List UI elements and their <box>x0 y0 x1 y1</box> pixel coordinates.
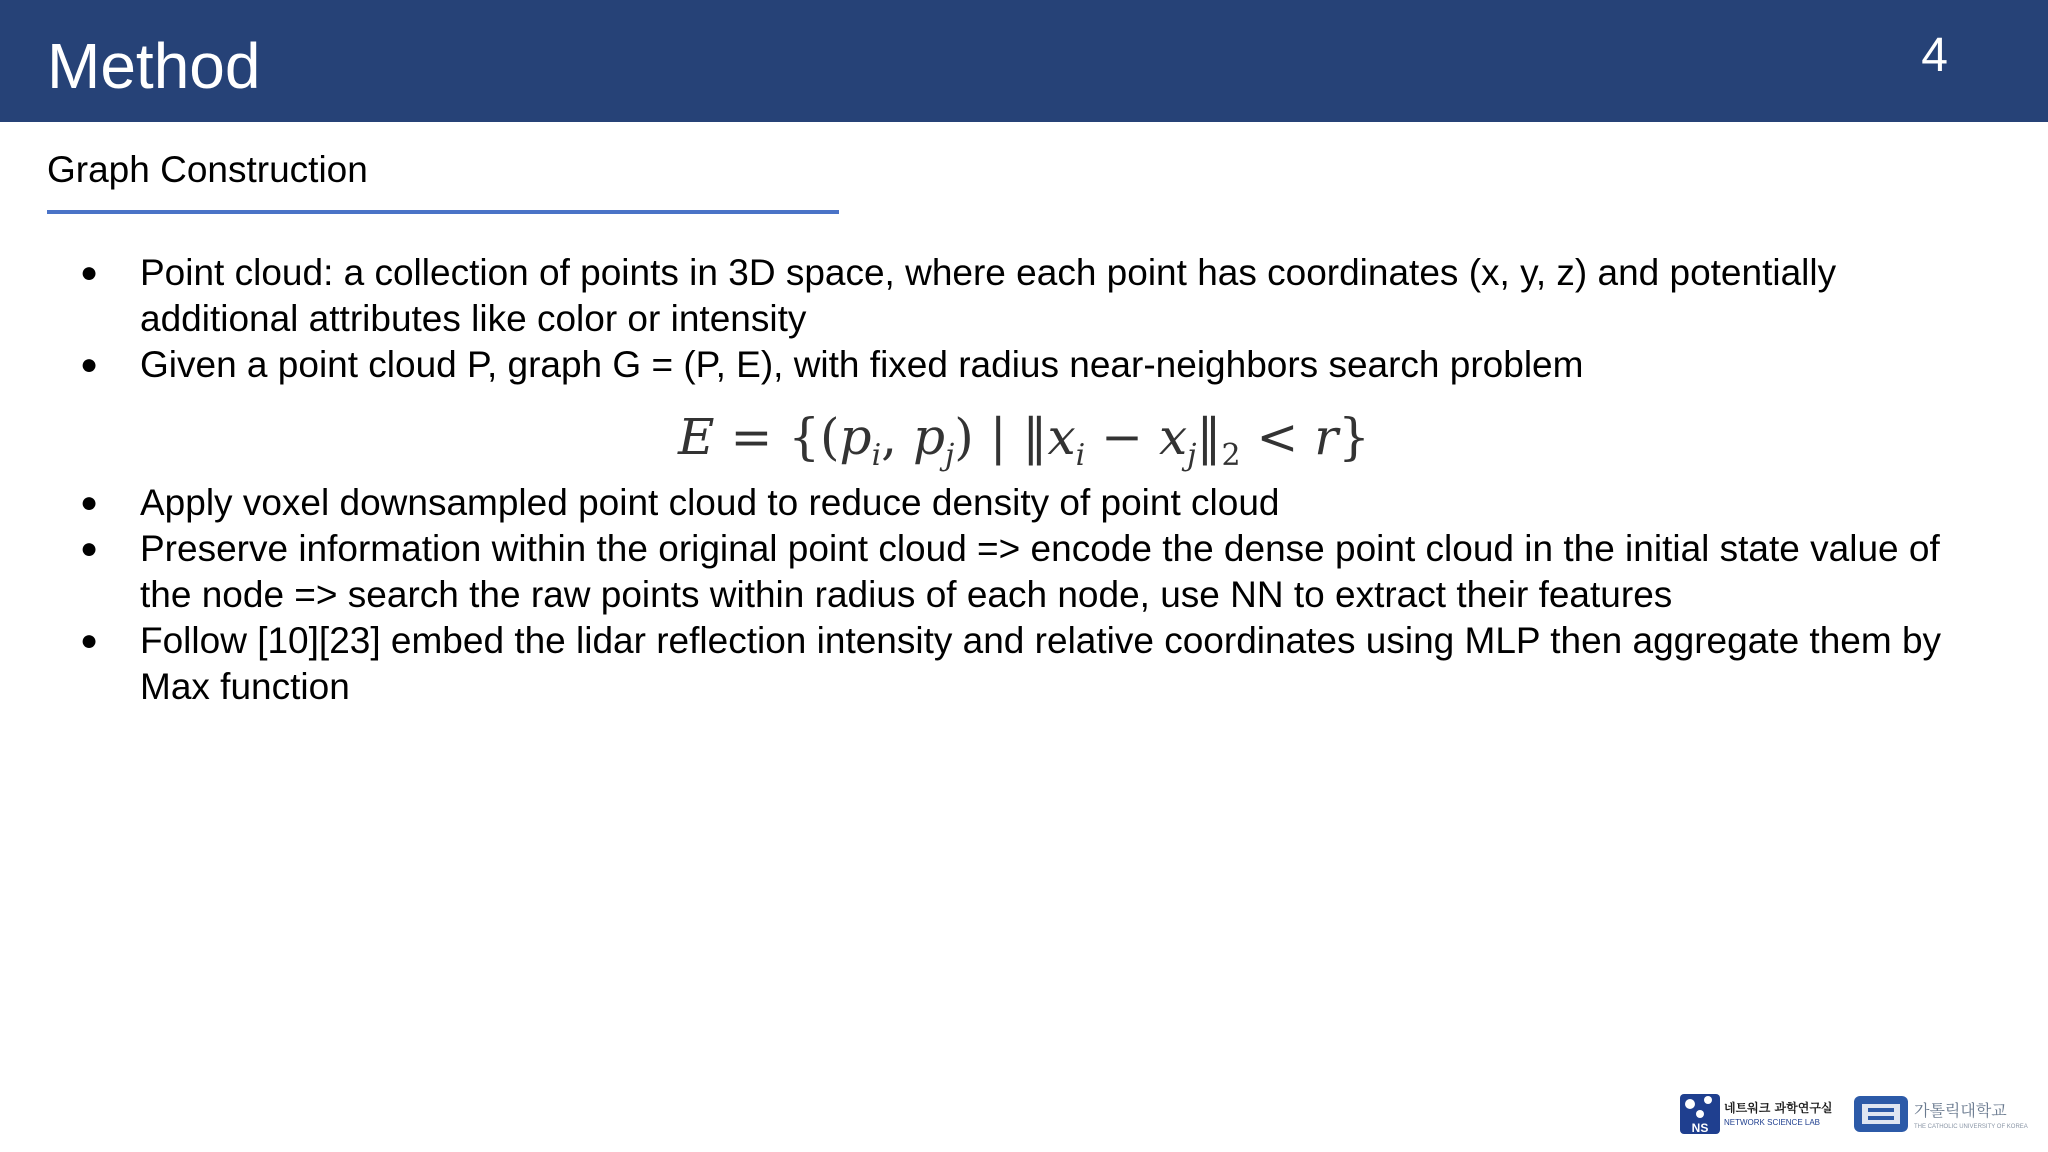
svg-text:네트워크 과학연구실: 네트워크 과학연구실 <box>1724 1101 1833 1115</box>
network-science-lab-logo <box>1680 1094 1833 1135</box>
formula-equation: $E = \{(p_i$, $p_j$) | $‖x_i$ − $x_j‖_2 < r$} <box>678 408 1370 473</box>
slide-title: Method <box>47 30 261 102</box>
bullet-item: ● Follow [10][23] embed the lidar reflection intensity and relative coordinates using MLP then aggregate them by Max function <box>80 620 1942 707</box>
svg-text:가톨릭대학교: 가톨릭대학교 <box>1914 1101 2007 1120</box>
svg-text:NS: NS <box>1691 1121 1709 1135</box>
page-number: 4 <box>1921 29 1948 82</box>
bullet-list-top <box>80 250 1980 388</box>
footer-logos <box>1678 1088 2038 1140</box>
catholic-university-logo <box>1854 1096 2028 1132</box>
bullet-list-bottom <box>80 480 1980 710</box>
bullet-item: ● Apply voxel downsampled point cloud to reduce density of point cloud <box>80 482 1280 523</box>
header-bar <box>0 0 2048 122</box>
bullet-item: ● Given a point cloud P, graph G = (P, E), with fixed radius near-neighbors search problem <box>80 344 1584 385</box>
svg-text:THE CATHOLIC UNIVERSITY OF KOR: THE CATHOLIC UNIVERSITY OF KOREA <box>1914 1124 2028 1130</box>
bullet-item: ● Point cloud: a collection of points in 3D space, where each point has coordinates (x, y, z) and potentially additional attributes like color or intensity <box>80 252 1837 339</box>
formula <box>0 402 2048 491</box>
bullet-item: ● Preserve information within the original point cloud => encode the dense point cloud in the initial state value of the node => search the raw points within radius of each node, use NN to extract their features <box>80 528 1940 615</box>
svg-text:NETWORK SCIENCE LAB: NETWORK SCIENCE LAB <box>1724 1118 1821 1127</box>
subtitle-underline <box>47 210 839 214</box>
section-subtitle: Graph Construction <box>47 149 368 190</box>
